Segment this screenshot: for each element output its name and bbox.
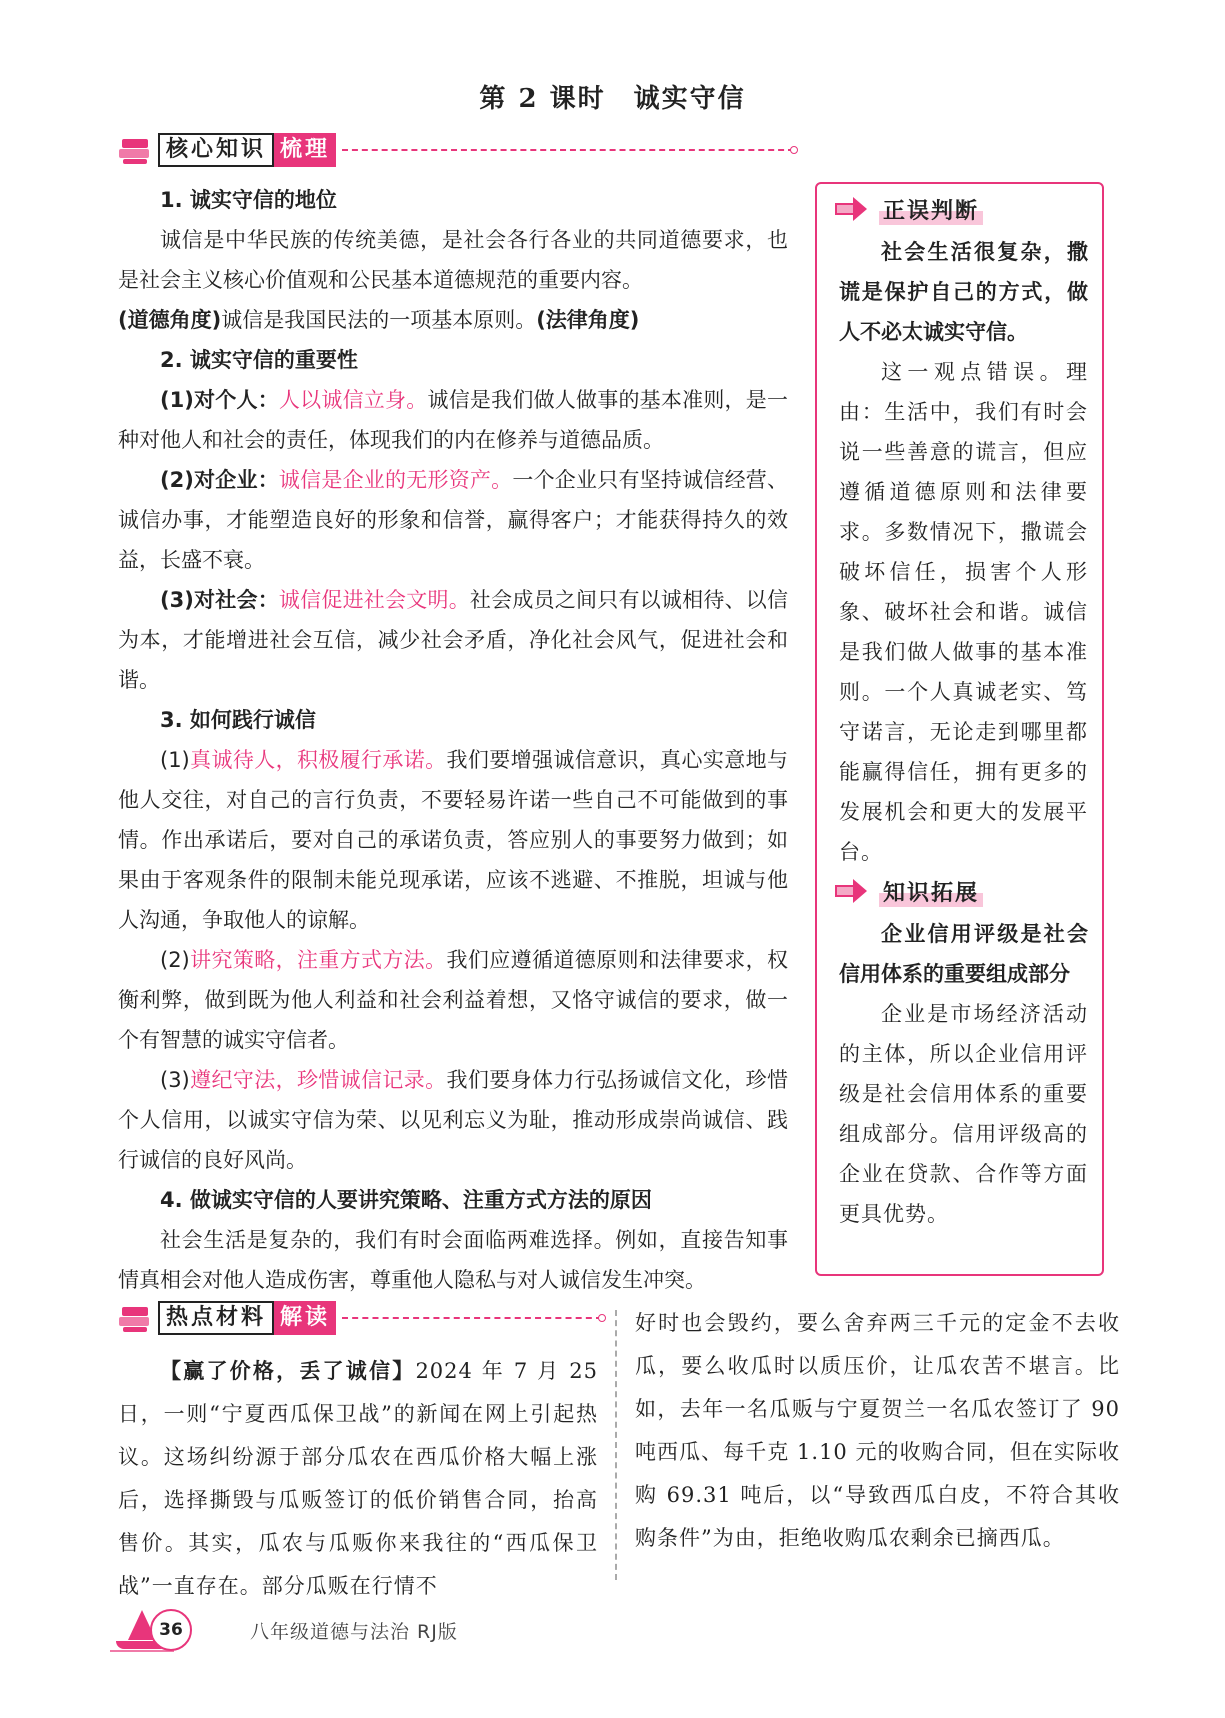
hot-section-tag: 解读 (274, 1301, 336, 1335)
paragraph: (3)对社会：诚信促进社会文明。社会成员之间只有以诚相待、以信为本，才能增进社会互信，减少社会矛盾，净化社会风气，促进社会和谐。 (118, 588, 789, 692)
hot-material-left (118, 1350, 598, 1608)
true-false-header (817, 184, 1102, 226)
arrow-right-icon (835, 197, 869, 221)
hot-section-header (118, 1300, 602, 1336)
heading-4: 4. 做诚实守信的人要讲究策略、注重方式方法的原因 (160, 1188, 652, 1212)
arrow-right-icon (835, 879, 869, 903)
paragraph: (3)遵纪守法，珍惜诚信记录。我们要身体力行弘扬诚信文化，珍惜个人信用，以诚实守信为荣、以见利忘义为耻，推动形成崇尚诚信、践行诚信的良好风尚。 (118, 1068, 789, 1172)
page-title (0, 78, 1225, 115)
paragraph: (2)对企业：诚信是企业的无形资产。一个企业只有坚持诚信经营、诚信办事，才能塑造良好的形象和信誉，赢得客户；才能获得持久的效益，长盛不衰。 (118, 468, 789, 572)
statement: 社会生活很复杂，撒谎是保护自己的方式，做人不必太诚实守信。 (839, 240, 1088, 344)
paragraph: (道德角度)诚信是我国民法的一项基本原则。(法律角度) (118, 308, 640, 332)
extension-body: 企业是市场经济活动的主体，所以企业信用评级是社会信用体系的重要组成部分。信用评级高的企业在贷款、合作等方面更具优势。 (839, 1002, 1088, 1226)
paragraph: (1)真诚待人，积极履行承诺。我们要增强诚信意识，真心实意地与他人交往，对自己的言行负责，不要轻易许诺一些自己不可能做到的事情。作出承诺后，要对自己的承诺负责，答应别人的事要努力做到；如果由于客观条件的限制未能兑现承诺，应该不逃避、不推脱，坦诚与他人沟通，争取他人的谅解。 (118, 748, 789, 932)
core-section-label: 核心知识 (158, 133, 274, 167)
divider (342, 149, 794, 151)
column-divider (615, 1310, 617, 1580)
paragraph: (1)对个人：人以诚信立身。诚信是我们做人做事的基本准则，是一种对他人和社会的责任，体现我们的内在修养与道德品质。 (118, 388, 789, 452)
heading-1: 1. 诚实守信的地位 (160, 188, 337, 212)
book-name: 八年级道德与法治 RJ版 (250, 1620, 458, 1643)
core-section-header (118, 132, 794, 168)
books-icon (118, 1303, 154, 1333)
extension-title: 知识拓展 (879, 876, 983, 907)
sidebar-box (815, 182, 1104, 1276)
paragraph: 诚信是中华民族的传统美德，是社会各行各业的共同道德要求，也是社会主义核心价值观和公民基本道德规范的重要内容。 (118, 228, 788, 292)
material-text: 好时也会毁约，要么舍弃两三千元的定金不去收瓜，要么收瓜时以质压价，让瓜农苦不堪言。比如，去年一名瓜贩与宁夏贺兰一名瓜农签订了 90 吨西瓜、每千克 1.10 元的收购合同，但在实际收购 69.31 吨后，以“导致西瓜白皮，不符合其收购条件”为由，拒绝收购瓜农剩余已摘西瓜。 (635, 1311, 1120, 1550)
hot-material-right (635, 1302, 1120, 1560)
lesson-number: 第 2 课时 (479, 84, 606, 114)
books-icon (118, 135, 154, 165)
material-title: 【赢了价格，丢了诚信】 (160, 1359, 416, 1383)
heading-2: 2. 诚实守信的重要性 (160, 348, 358, 372)
extension-subtitle: 企业信用评级是社会信用体系的重要组成部分 (839, 922, 1088, 986)
page-number: 36 (150, 1609, 192, 1651)
extension-header (817, 872, 1102, 908)
core-knowledge-content (118, 180, 788, 1300)
core-section-tag: 梳理 (274, 133, 336, 167)
paragraph: (2)讲究策略，注重方式方法。我们应遵循道德原则和法律要求，权衡利弊，做到既为他人利益和社会利益着想，又恪守诚信的要求，做一个有智慧的诚实守信者。 (118, 948, 789, 1052)
divider (342, 1317, 602, 1319)
hot-section-label: 热点材料 (158, 1301, 274, 1335)
heading-3: 3. 如何践行诚信 (160, 708, 316, 732)
paragraph: 社会生活是复杂的，我们有时会面临两难选择。例如，直接告知事情真相会对他人造成伤害，尊重他人隐私与对人诚信发生冲突。 (118, 1228, 788, 1292)
true-false-title: 正误判断 (879, 194, 983, 225)
footer (110, 1605, 458, 1655)
lesson-name: 诚实守信 (633, 84, 746, 114)
answer: 这一观点错误。理由：生活中，我们有时会说一些善意的谎言，但应遵循道德原则和法律要求。多数情况下，撒谎会破坏信任，损害个人形象、破坏社会和谐。诚信是我们做人做事的基本准则。一个人真诚老实、笃守诺言，无论走到哪里都能赢得信任，拥有更多的发展机会和更大的发展平台。 (839, 360, 1088, 864)
material-text: 2024 年 7 月 25 日，一则“宁夏西瓜保卫战”的新闻在网上引起热议。这场纠纷源于部分瓜农在西瓜价格大幅上涨后，选择撕毁与瓜贩签订的低价销售合同，抬高售价。其实，瓜农与瓜贩你来我往的“西瓜保卫战”一直存在。部分瓜贩在行情不 (118, 1359, 598, 1598)
